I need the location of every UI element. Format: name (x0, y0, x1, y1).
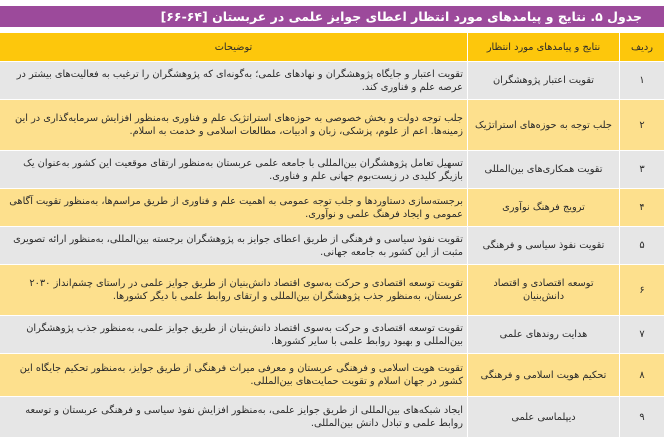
row-description: تسهیل تعامل پژوهشگران بین‌المللی با جامعه علمی عربستان به‌منظور ارتقای موقعیت این کشور به‌عنوان یک بازیگر کلیدی در زیست‌بوم جهانی علم و فناوری. (0, 151, 468, 189)
table-row (0, 316, 664, 354)
row-number: ۱ (620, 62, 664, 100)
table-row (0, 397, 664, 438)
header-row-number: ردیف (620, 33, 664, 62)
row-outcome: تقویت همکاری‌های بین‌المللی (468, 151, 620, 189)
row-outcome: تحکیم هویت اسلامی و فرهنگی (468, 354, 620, 397)
row-outcome: دیپلماسی علمی (468, 397, 620, 438)
row-number: ۲ (620, 100, 664, 151)
row-outcome: هدایت روندهای علمی (468, 316, 620, 354)
row-number: ۶ (620, 265, 664, 316)
row-outcome: ترویج فرهنگ نوآوری (468, 189, 620, 227)
row-outcome: تقویت اعتبار پژوهشگران (468, 62, 620, 100)
row-outcome: توسعه اقتصادی و اقتصاد دانش‌بنیان (468, 265, 620, 316)
row-number: ۴ (620, 189, 664, 227)
outcomes-table (0, 33, 664, 438)
row-description: ایجاد شبکه‌های بین‌المللی از طریق جوایز علمی، به‌منظور افزایش نفوذ سیاسی و فرهنگی عربستان و توسعه روابط علمی و تبادل دانش بین‌المللی. (0, 397, 468, 438)
row-description: تقویت نفوذ سیاسی و فرهنگی از طریق اعطای جوایز به پژوهشگران برجسته بین‌المللی، به‌منظور ارائه تصویری مثبت از این کشور به جامعه جهانی. (0, 227, 468, 265)
row-outcome: تقویت نفوذ سیاسی و فرهنگی (468, 227, 620, 265)
row-number: ۷ (620, 316, 664, 354)
row-number: ۵ (620, 227, 664, 265)
table-row (0, 189, 664, 227)
header-description: توضیحات (0, 33, 468, 62)
row-description: تقویت توسعه اقتصادی و حرکت به‌سوی اقتصاد دانش‌بنیان از طریق جوایز علمی، به‌منظور جذب پژوهشگران بین‌المللی و بهبود روابط علمی با سایر کشورها. (0, 316, 468, 354)
table-header-row (0, 33, 664, 62)
table-title: جدول ۵. نتایج و پیامدهای مورد انتظار اعطای جوایز علمی در عربستان [۶۴-۶۶] (0, 6, 664, 27)
row-description: تقویت هویت اسلامی و فرهنگی عربستان و معرفی میراث فرهنگی از طریق جوایز، به‌منظور تحکیم جایگاه این کشور در جهان اسلام و تقویت حمایت‌های بین‌المللی. (0, 354, 468, 397)
row-number: ۸ (620, 354, 664, 397)
table-row (0, 227, 664, 265)
row-description: جلب توجه دولت و بخش خصوصی به حوزه‌های استراتژیک علم و فناوری به‌منظور افزایش سرمایه‌گذاری در این زمینه‌ها. اعم از علوم، پزشکی، زبان و ادبیات، مطالعات اسلامی و خدمت به اسلام. (0, 100, 468, 151)
row-description: برجسته‌سازی دستاوردها و جلب توجه عمومی به اهمیت علم و فناوری از طریق مراسم‌ها، به‌منظور تقویت آگاهی عمومی و ایجاد فرهنگ علمی و نوآوری. (0, 189, 468, 227)
header-outcome: نتایج و پیامدهای مورد انتظار (468, 33, 620, 62)
row-number: ۹ (620, 397, 664, 438)
row-description: تقویت اعتبار و جایگاه پژوهشگران و نهادهای علمی؛ به‌گونه‌ای که پژوهشگران را ترغیب به فعالیت‌های بیشتر در عرصه علم و فناوری کند. (0, 62, 468, 100)
table-row (0, 265, 664, 316)
table-row (0, 354, 664, 397)
table-row (0, 62, 664, 100)
table-row (0, 151, 664, 189)
row-number: ۳ (620, 151, 664, 189)
row-description: تقویت توسعه اقتصادی و حرکت به‌سوی اقتصاد دانش‌بنیان از طریق جوایز علمی در راستای چشم‌انداز ۲۰۳۰ عربستان، به‌منظور جذب پژوهشگران بین‌المللی و ارتقای روابط علمی با دیگر کشورها. (0, 265, 468, 316)
table-row (0, 100, 664, 151)
row-outcome: جلب توجه به حوزه‌های استراتژیک (468, 100, 620, 151)
